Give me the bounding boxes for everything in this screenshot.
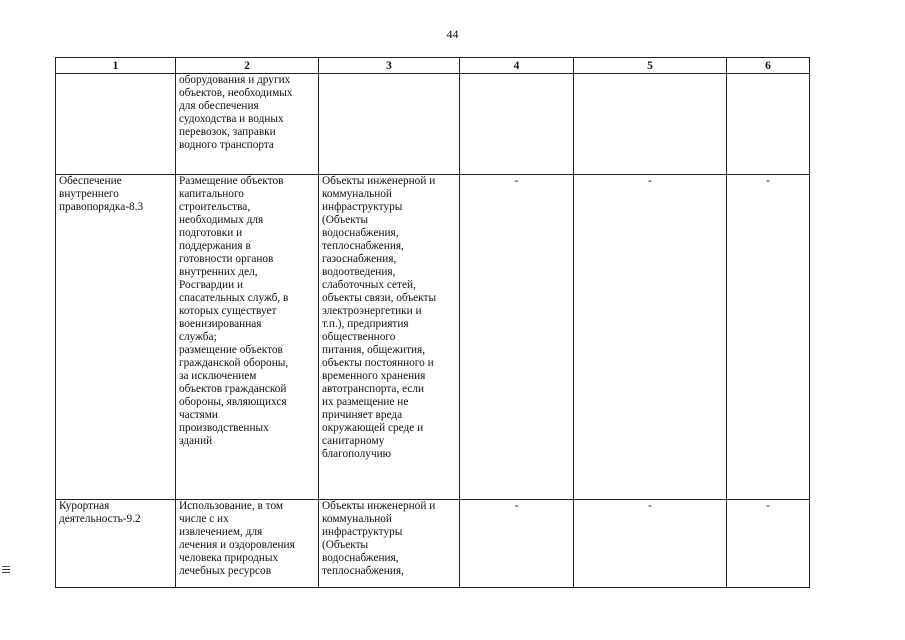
column-header-4: 4 [460, 58, 574, 74]
table-header-row [56, 58, 810, 74]
column-header-2: 2 [176, 58, 319, 74]
regulation-table [55, 57, 810, 588]
row1-col5 [574, 74, 727, 175]
row3-col5: - [574, 500, 727, 588]
row2-col1: Обеспечение внутреннего правопорядка-8.3 [56, 175, 176, 500]
row1-col1 [56, 74, 176, 175]
column-header-3: 3 [319, 58, 460, 74]
table-row [56, 500, 810, 588]
row2-col2: Размещение объектов капитального строительства, необходимых для подготовки и поддержания в готовности органов внутренних дел, Росгвардии и спасательных служб, в которых существует военизированная служба; размещение объектов гражданской обороны, за исключением объектов гражданской обороны, являющихся частями производственных зданий [176, 175, 319, 500]
page-number: 44 [446, 27, 459, 41]
table-row [56, 175, 810, 500]
column-header-1: 1 [56, 58, 176, 74]
row3-col6: - [727, 500, 810, 588]
table-row [56, 74, 810, 175]
row2-col4: - [460, 175, 574, 500]
column-header-5: 5 [574, 58, 727, 74]
column-header-6: 6 [727, 58, 810, 74]
row1-col3 [319, 74, 460, 175]
row1-col2: оборудования и других объектов, необходимых для обеспечения судоходства и водных перевозок, заправки водного транспорта [176, 74, 319, 175]
row2-col3: Объекты инженерной и коммунальной инфраструктуры (Объекты водоснабжения, теплоснабжения, газоснабжения, водоотведения, слаботочных сетей, объекты связи, объекты электроэнергетики и т.п.), предприятия общественного питания, общежития, объекты постоянного и временного хранения автотранспорта, если их размещение не причиняет вреда окружающей среде и санитарному благополучию [319, 175, 460, 500]
row3-col2: Использование, в том числе с их извлечением, для лечения и оздоровления человека природных лечебных ресурсов [176, 500, 319, 588]
row2-col6: - [727, 175, 810, 500]
row1-col4 [460, 74, 574, 175]
row3-col1: Курортная деятельность-9.2 [56, 500, 176, 588]
row3-col3: Объекты инженерной и коммунальной инфраструктуры (Объекты водоснабжения, теплоснабжения, [319, 500, 460, 588]
row3-col4: - [460, 500, 574, 588]
row2-col5: - [574, 175, 727, 500]
row1-col6 [727, 74, 810, 175]
margin-mark [2, 566, 10, 575]
